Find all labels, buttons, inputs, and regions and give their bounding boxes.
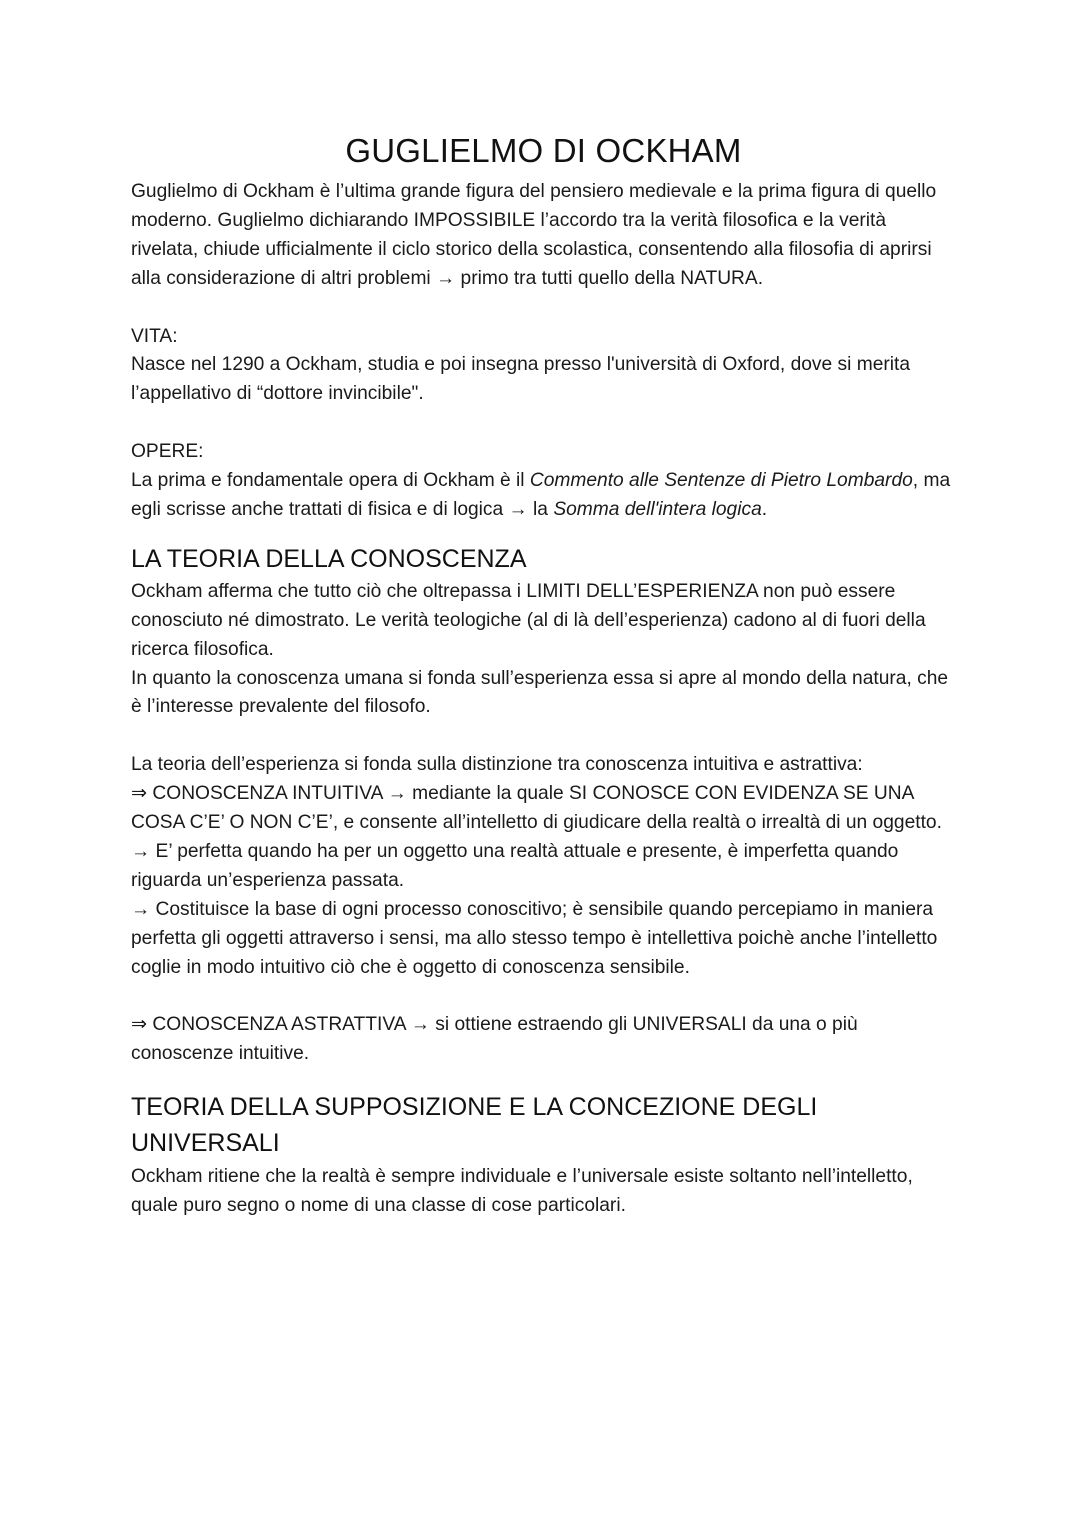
spacer xyxy=(131,294,956,323)
opere-text-3: . xyxy=(761,498,768,520)
supposizione-paragraph-1: Ockham ritiene che la realtà è sempre individuale e l’universale esiste soltanto nell’intelletto, quale puro segno o nome di una classe di cose particolari. xyxy=(131,1166,913,1217)
opere-paragraph xyxy=(131,467,956,525)
spacer xyxy=(131,983,956,1012)
opere-work-2: Somma dell'intera logica xyxy=(553,498,762,520)
intro-paragraph: Guglielmo di Ockham è l’ultima grande figura del pensiero medievale e la prima figura di quello moderno. Guglielmo dichiarando IMPOSSIBILE l’accordo tra la verità filosofica e la verità rivelata, chiude ufficialmente il ciclo storico della scolastica, consentendo alla filosofia di aprirsi alla considerazione di altri problemi → primo tra tutti quello della NATURA. xyxy=(131,181,937,289)
conoscenza-astrattiva-paragraph: ⇒ CONOSCENZA ASTRATTIVA → si ottiene estraendo gli UNIVERSALI da una o più conoscenze intuitive. xyxy=(131,1014,858,1065)
opere-label: OPERE: xyxy=(131,441,204,463)
spacer xyxy=(131,1069,956,1089)
page-title: GUGLIELMO DI OCKHAM xyxy=(345,132,742,169)
conoscenza-intuitiva-paragraph: ⇒ CONOSCENZA INTUITIVA → mediante la quale SI CONOSCE CON EVIDENZA SE UNA COSA C’E’ O NON C’E’, e consente all’intelletto di giudicare della realtà o irrealtà di un oggetto. xyxy=(131,783,942,834)
spacer xyxy=(131,409,956,438)
opere-text-1: La prima e fondamentale opera di Ockham è il xyxy=(131,470,530,492)
opere-text-2: , ma egli scrisse anche trattati di fisica e di logica → la xyxy=(131,470,951,520)
document-page xyxy=(131,130,956,1221)
spacer xyxy=(131,722,956,751)
spacer xyxy=(131,525,956,543)
conoscenza-paragraph-2: In quanto la conoscenza umana si fonda sull’esperienza essa si apre al mondo della natura, che è l’interesse prevalente del filosofo. xyxy=(131,667,949,718)
conoscenza-intuitiva-perfetta: → E’ perfetta quando ha per un oggetto una realtà attuale e presente, è imperfetta quando riguarda un’esperienza passata. xyxy=(131,840,899,891)
conoscenza-paragraph-1: Ockham afferma che tutto ciò che oltrepassa i LIMITI DELL’ESPERIENZA non può essere conosciuto né dimostrato. Le verità teologiche (al di là dell’esperienza) cadono al di fuori della ricerca filosofica. xyxy=(131,580,926,660)
vita-label: VITA: xyxy=(131,325,178,347)
conoscenza-paragraph-3: La teoria dell’esperienza si fonda sulla distinzione tra conoscenza intuitiva e astrattiva: xyxy=(131,754,863,776)
section-heading-conoscenza: LA TEORIA DELLA CONOSCENZA xyxy=(131,544,527,573)
conoscenza-intuitiva-base: → Costituisce la base di ogni processo conoscitivo; è sensibile quando percepiamo in maniera perfetta gli oggetti attraverso i sensi, ma allo stesso tempo è intellettiva poichè anche l’intelletto coglie in modo intuitivo ciò che è oggetto di conoscenza sensibile. xyxy=(131,898,938,978)
opere-work-1: Commento alle Sentenze di Pietro Lombardo xyxy=(529,470,913,492)
section-heading-supposizione: TEORIA DELLA SUPPOSIZIONE E LA CONCEZIONE DEGLI UNIVERSALI xyxy=(131,1093,818,1158)
vita-paragraph: Nasce nel 1290 a Ockham, studia e poi insegna presso l'università di Oxford, dove si merita l’appellativo di “dottore invincibile". xyxy=(131,354,911,405)
